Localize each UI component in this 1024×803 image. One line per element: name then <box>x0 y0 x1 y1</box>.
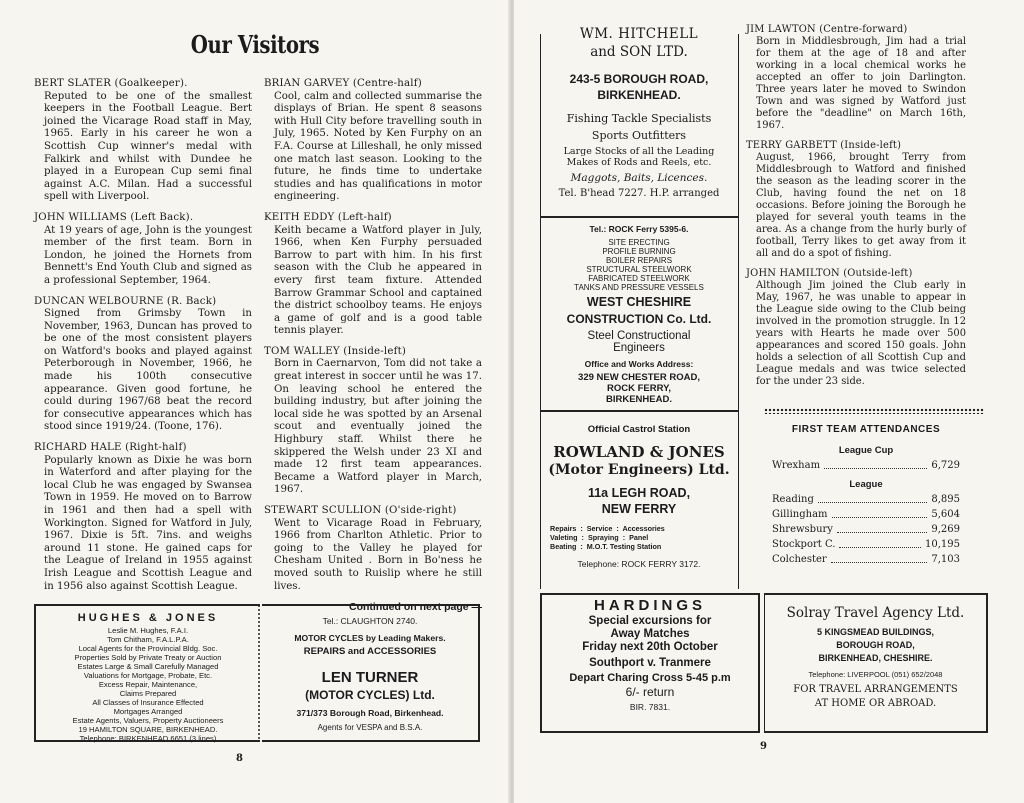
attendance-team: Colchester <box>772 554 827 565</box>
attendance-dotted-rule <box>764 408 984 414</box>
ad-hughes-firm: HUGHES & JONES <box>77 612 219 624</box>
ad-rowland-top: Official Castrol Station <box>587 424 691 435</box>
ad-turner-agents: Agents for VESPA and B.S.A. <box>317 723 423 732</box>
ad-cheshire-name1: WEST CHESHIRE <box>586 295 692 309</box>
ad-solray-tel: Telephone: LIVERPOOL (051) 652/2048 <box>808 670 943 679</box>
ad-turner-name2: (MOTOR CYCLES) Ltd. <box>305 688 435 702</box>
player-name: TERRY GARBETT (Inside-left) <box>746 140 902 151</box>
ad-hughes-line: Telephone: BIRKENHEAD 6651 (3 lines) <box>79 734 217 743</box>
ad-hughes-line: All Classes of Insurance Effected <box>92 698 204 707</box>
ad-hardings <box>540 593 760 733</box>
ad-cheshire-service: FABRICATED STEELWORK <box>588 274 690 283</box>
ad-hughes-line: Mortgages Arranged <box>113 707 183 716</box>
visitors-column-2 <box>264 78 482 614</box>
ad-cheshire-sub1: Steel Constructional <box>587 330 691 342</box>
attendance-row <box>772 492 960 507</box>
attendance-row <box>772 537 960 552</box>
attendance-team: Wrexham <box>772 460 821 471</box>
left-page <box>0 0 510 803</box>
player-bio: August, 1966, brought Terry from Middlesbrough to Watford and finished the season as the leading scorer in the Club, having found the net on 18 occasions. Before joining the Borough he played for several youth teams in the area. As a change from the hurly burly of football, Terry likes to get away from it all and do a spot of fishing. <box>756 152 966 259</box>
ad-cheshire-office: Office and Works Address: <box>584 359 694 369</box>
ad-hughes-line: Valuations for Mortgage, Probate, Etc. <box>83 671 213 680</box>
column-rule-mid <box>738 34 739 589</box>
ad-hughes-line: 19 HAMILTON SQUARE, BIRKENHEAD. <box>78 725 218 734</box>
attendance-row <box>772 458 960 473</box>
player-bio: Although Jim joined the Club early in May, 1967, he was unable to appear in the League side owing to the Club being involved in the promotion struggle. In 12 years with Hearts he made over 500 appearances and scored 150 goals. John holds a selection of all Scottish Cup and League medals and was twice selected for the under 23 side. <box>756 280 966 387</box>
ad-hitchell-l4: Makes of Rods and Reels, etc. <box>566 157 712 168</box>
attendance-row <box>772 552 960 567</box>
ad-hitchell-l5: Maggots, Baits, Licences. <box>570 172 708 184</box>
ad-hughes-lines <box>36 626 260 743</box>
player-entry <box>34 442 252 593</box>
ad-rule-1 <box>540 216 738 218</box>
ad-hitchell <box>542 26 736 199</box>
ad-hitchell-l3: Large Stocks of all the Leading <box>563 146 715 157</box>
ad-cheshire-service: TANKS AND PRESSURE VESSELS <box>574 283 704 292</box>
player-bio: Keith became a Watford player in July, 1966, when Ken Furphy persuaded Barrow to part with him. In his first season with the Club he appeared in every first team fixture. Attended Barrow Grammar School and captained the district schoolboy teams. He enjoys a game of golf and is a good table tennis player. <box>274 224 482 337</box>
player-entry <box>34 212 252 288</box>
attendance-value: 7,103 <box>931 554 960 565</box>
ad-cheshire-a2: ROCK FERRY, <box>606 383 672 394</box>
ad-hughes-line: Leslie M. Hughes, F.A.I. <box>107 626 189 635</box>
ad-hardings-tel: BIR. 7831. <box>629 702 671 712</box>
ad-solray-name: Solray Travel Agency Ltd. <box>786 605 965 621</box>
page-title: Our Visitors <box>190 30 320 59</box>
ad-hitchell-addr1: 243-5 BOROUGH ROAD, <box>569 72 709 86</box>
player-name: BERT SLATER (Goalkeeper). <box>34 78 188 89</box>
player-name: JOHN HAMILTON (Outside-left) <box>746 268 913 279</box>
ad-turner-line2: REPAIRS and ACCESSORIES <box>303 646 437 657</box>
ad-hughes-line: Local Agents for the Provincial Bldg. Soc. <box>78 644 218 653</box>
ad-hardings-name: HARDINGS <box>593 597 706 614</box>
ad-turner-address: 371/373 Borough Road, Birkenhead. <box>296 708 444 718</box>
page-number-left: 8 <box>236 753 243 764</box>
ad-hughes-line: Estates Large & Small Carefully Managed <box>77 662 219 671</box>
player-entry <box>264 505 482 593</box>
ad-rowland-a2: NEW FERRY <box>601 502 677 516</box>
leader-dots <box>824 458 927 469</box>
ad-hardings-l5: Depart Charing Cross 5-45 p.m <box>569 672 731 684</box>
ad-rowland-s1: Repairs : Service : Accessories <box>550 524 665 533</box>
ad-hitchell-name2: and SON LTD. <box>590 44 688 60</box>
player-bio: Cool, calm and collected summarise the displays of Brian. He spent 8 seasons with Hull City before travelling south in July, 1965. Noted by Ken Furphy on an F.A. Course at Lilleshall, he only missed one match last season. Looking to the future, he finds time to undertake studies and has qualifications in motor engineering. <box>274 90 482 203</box>
ad-rowland-a1: 11a LEGH ROAD, <box>587 486 691 500</box>
ad-hardings-l2: Away Matches <box>610 628 690 640</box>
player-entry <box>264 346 482 497</box>
right-page <box>514 0 1024 803</box>
ad-hitchell-l1: Fishing Tackle Specialists <box>566 112 712 125</box>
ad-hughes-line: Tom Chitham, F.A.L.P.A. <box>107 635 189 644</box>
attendance-value: 10,195 <box>925 539 960 550</box>
player-bio: Born in Middlesbrough, Jim had a trial for them at the age of 18 and after working in a local chemical works he accepted an offer to join Darlington. Three years later he moved to Swindon Town and was signed by Watford just before the "deadline" on March 16th, 1967. <box>756 36 966 131</box>
player-name: JIM LAWTON (Centre-forward) <box>746 24 908 35</box>
ad-hardings-l4: Southport v. Tranmere <box>589 657 711 669</box>
attendance-team: Shrewsbury <box>772 524 833 535</box>
ad-solray-l1: FOR TRAVEL ARRANGEMENTS <box>793 684 958 695</box>
leader-dots <box>839 537 921 548</box>
ad-len-turner <box>262 604 480 742</box>
ad-turner-tel: Tel.: CLAUGHTON 2740. <box>322 616 418 626</box>
column-rule-left <box>540 34 541 589</box>
visitors-column-1 <box>34 78 252 601</box>
ad-cheshire-services <box>542 238 736 292</box>
attendance-value: 8,895 <box>931 494 960 505</box>
ad-solray-a3: BIRKENHEAD, CHESHIRE. <box>818 653 933 663</box>
attendance-team: Gillingham <box>772 509 828 520</box>
player-entry <box>34 296 252 435</box>
ad-hughes-line: Estate Agents, Valuers, Property Auctioneers <box>72 716 224 725</box>
player-name: RICHARD HALE (Right-half) <box>34 442 187 454</box>
attendance-value: 9,269 <box>931 524 960 535</box>
leader-dots <box>832 507 928 518</box>
ad-hughes-jones <box>34 604 260 742</box>
ad-rowland-name1: ROWLAND & JONES <box>553 443 725 461</box>
attendance-row <box>772 507 960 522</box>
attendance-title: FIRST TEAM ATTENDANCES <box>791 424 941 435</box>
player-bio: Went to Vicarage Road in February, 1966 from Charlton Athletic. Prior to going to the Valley he played for Chesham United . Born in Bo'ness he moved south to Ruislip where he still lives. <box>274 517 482 592</box>
player-bio: At 19 years of age, John is the youngest member of the first team. Born in London, he joined the Hornets from Bennett's End Youth Club and signed as a professional September, 1964. <box>44 224 252 286</box>
ad-west-cheshire <box>542 224 736 405</box>
ad-solray-a1: 5 KINGSMEAD BUILDINGS, <box>816 627 934 637</box>
ad-hughes-line: Excess Repair, Maintenance, <box>98 680 198 689</box>
ad-rowland-tel: Telephone: ROCK FERRY 3172. <box>577 559 701 569</box>
visitors-column-3 <box>746 24 966 396</box>
continued-note: Continued on next page — <box>349 601 482 614</box>
ad-hitchell-addr2: BIRKENHEAD. <box>597 88 681 102</box>
player-name: KEITH EDDY (Left-half) <box>264 211 392 223</box>
attendance-value: 5,604 <box>931 509 960 520</box>
player-entry <box>264 78 482 204</box>
player-entry <box>746 140 966 260</box>
ad-hitchell-name1: WM. HITCHELL <box>579 26 699 42</box>
ad-cheshire-a3: BIRKENHEAD. <box>606 394 672 405</box>
ad-rowland-s3: Beating : M.O.T. Testing Station <box>550 542 662 551</box>
ad-hughes-line: Claims Prepared <box>119 689 177 698</box>
ad-turner-name1: LEN TURNER <box>321 669 419 686</box>
attendance-team: Stockport C. <box>772 539 836 550</box>
player-name: TOM WALLEY (Inside-left) <box>264 345 407 357</box>
league-cup-title: League Cup <box>838 445 894 456</box>
attendance-row <box>772 522 960 537</box>
league-title: League <box>849 479 883 490</box>
ad-solray-a2: BOROUGH ROAD, <box>836 640 915 650</box>
ad-rowland-jones <box>542 424 736 569</box>
ad-hitchell-l2: Sports Outfitters <box>591 129 687 142</box>
player-bio: Reputed to be one of the smallest keepers in the Football League. Bert joined the Vicarage Road staff in May, 1965. Early in his career he won a Scottish Cup winner's medal with Falkirk and whilst with Dundee he played in a European Cup semi final against A.C. Milan. Had a successful spell with Liverpool. <box>44 90 252 203</box>
leader-dots <box>818 492 928 503</box>
ad-cheshire-service: STRUCTURAL STEELWORK <box>586 265 692 274</box>
ad-solray-l2: AT HOME OR ABROAD. <box>814 698 937 709</box>
ad-rowland-s2: Valeting : Spraying : Panel <box>550 533 649 542</box>
ad-cheshire-service: SITE ERECTING <box>608 238 670 247</box>
ad-hardings-l6: 6/- return <box>625 685 675 699</box>
ad-cheshire-service: PROFILE BURNING <box>602 247 676 256</box>
ad-solray <box>764 593 988 733</box>
attendance-team: Reading <box>772 494 814 505</box>
player-name: BRIAN GARVEY (Centre-half) <box>264 78 422 89</box>
ad-hardings-l1: Special excursions for <box>588 615 712 627</box>
player-bio: Born in Caernarvon, Tom did not take a great interest in soccer until he was 17. On leaving school he entered the building industry, but after joining the local side he was spotted by an Arsenal scout and eventually joined the Highbury staff. Whilst there he skippered the Welsh under 23 XI and made 12 first team appearances. Became a Watford player in March, 1967. <box>274 358 482 496</box>
ad-rule-2 <box>540 410 738 412</box>
ad-cheshire-a1: 329 NEW CHESTER ROAD, <box>578 372 700 383</box>
player-entry <box>746 268 966 388</box>
league-rows <box>772 492 960 567</box>
player-entry <box>34 78 252 204</box>
ad-hardings-l3: Friday next 20th October <box>582 641 718 653</box>
player-name: DUNCAN WELBOURNE (R. Back) <box>34 295 217 307</box>
player-entry <box>264 212 482 338</box>
player-entry <box>746 24 966 132</box>
ad-hitchell-tel: Tel. B'head 7227. H.P. arranged <box>558 188 720 199</box>
ad-cheshire-tel: Tel.: ROCK Ferry 5395-6. <box>589 224 689 234</box>
ad-cheshire-name2: CONSTRUCTION Co. Ltd. <box>566 312 712 326</box>
attendance-value: 6,729 <box>931 460 960 471</box>
leader-dots <box>831 552 928 563</box>
ad-cheshire-sub2: Engineers <box>613 342 665 354</box>
league-cup-rows <box>772 458 960 473</box>
ad-cheshire-service: BOILER REPAIRS <box>605 256 673 265</box>
leader-dots <box>837 522 927 533</box>
player-name: STEWART SCULLION (O'side-right) <box>264 505 457 516</box>
player-bio: Popularly known as Dixie he was born in Waterford and after playing for the local Club he was engaged by Swansea Town in 1959. He moved on to Barrow in 1961 and then had a spell with Workington. Signed for Watford in July, 1967. Dixie is 5ft. 7ins. and weighs around 11 stone. He gained caps for the League of Ireland in 1955 against Irish League and Scottish League and in 1956 also against Scottish League. <box>44 454 252 592</box>
ad-hughes-line: Properties Sold by Private Treaty or Auction <box>74 653 222 662</box>
player-name: JOHN WILLIAMS (Left Back). <box>34 211 194 223</box>
page-number-right: 9 <box>760 741 767 752</box>
attendance-table <box>772 424 960 567</box>
player-bio: Signed from Grimsby Town in November, 1963, Duncan has proved to be one of the most consistent players on Watford's books and played against Peterborough in November, 1966, he made his 100th consecutive appearance. Given good fortune, he could during 1967/68 beat the record for consecutive appearances which has stood since 1919/24. (Toone, 176). <box>44 308 252 433</box>
ad-rowland-name2: (Motor Engineers) Ltd. <box>548 462 730 478</box>
ad-turner-line1: MOTOR CYCLES by Leading Makers. <box>294 633 446 643</box>
